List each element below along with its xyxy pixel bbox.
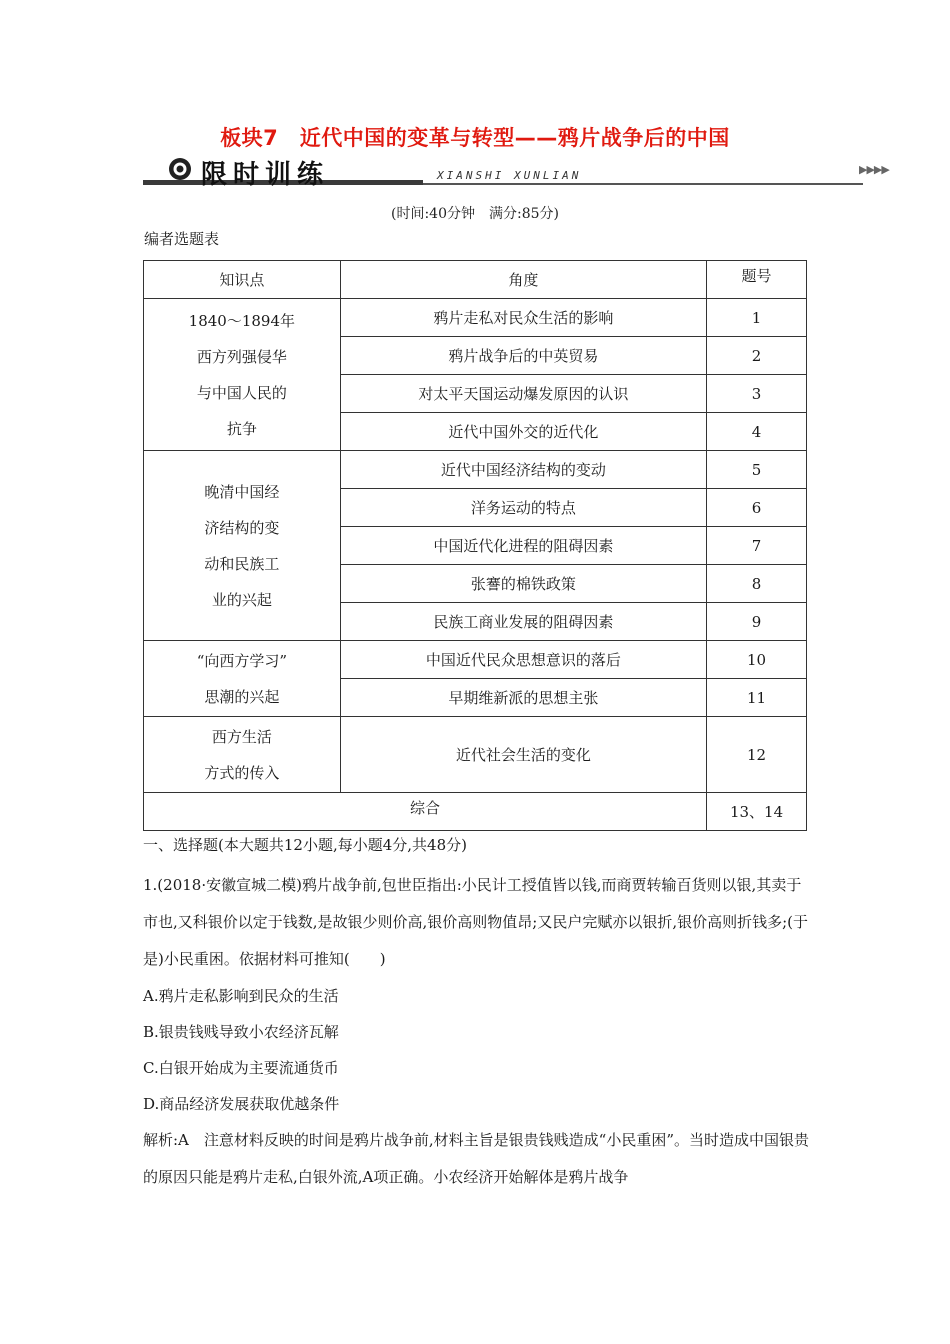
topic-cell [144, 641, 341, 717]
summary-number: 13、14 [707, 793, 807, 831]
topic-line: “向西方学习” [196, 651, 288, 670]
number-cell: 6 [707, 489, 807, 527]
number-cell: 8 [707, 565, 807, 603]
topic-line: 1840～1894年 [188, 311, 296, 330]
option-c: C.白银开始成为主要流通货币 [143, 1059, 339, 1077]
page-title: 板块7 近代中国的变革与转型——鸦片战争后的中国 [220, 126, 730, 150]
topic-line: 思潮的兴起 [204, 687, 280, 706]
number-cell: 7 [707, 527, 807, 565]
section-banner [143, 154, 918, 190]
questions-section [143, 834, 811, 1196]
arrows-icon: ▶▶▶▶ [859, 163, 889, 176]
topic-line: 济结构的变 [204, 518, 280, 537]
header-number: 题号 [707, 261, 807, 299]
analysis-text: 解析:A 注意材料反映的时间是鸦片战争前,材料主旨是银贵钱贱造成“小民重困”。当时造成中国银贵的原因只能是鸦片走私,白银外流,A项正确。小农经济开始解体是鸦片战争 [143, 1131, 809, 1186]
number-cell: 4 [707, 413, 807, 451]
section-title: 一、选择题(本大题共12小题,每小题4分,共48分) [143, 836, 467, 854]
topic-cell [144, 451, 341, 641]
number-cell: 3 [707, 375, 807, 413]
table-row [144, 451, 807, 489]
question-stem: 1.(2018·安徽宣城二模)鸦片战争前,包世臣指出:小民计工授值皆以钱,而商贾转输百货则以银,其卖于市也,又科银价以定于钱数,是故银少则价高,银价高则物值昂;又民户完赋亦以银折,银价高则折钱多;(于是)小民重困。依据材料可推知( ) [143, 876, 809, 968]
number-cell: 11 [707, 679, 807, 717]
topic-line: 西方生活 [211, 727, 272, 746]
topic-line: 晚清中国经 [204, 482, 280, 501]
option-d: D.商品经济发展获取优越条件 [143, 1095, 340, 1113]
angle-cell: 近代中国经济结构的变动 [340, 451, 706, 489]
option-b: B.银贵钱贱导致小农经济瓦解 [143, 1023, 339, 1041]
table-header-row [144, 261, 807, 299]
angle-cell: 洋务运动的特点 [340, 489, 706, 527]
summary-row [144, 793, 807, 831]
angle-cell: 近代社会生活的变化 [340, 717, 706, 793]
header-angle: 角度 [340, 261, 706, 299]
topic-line: 方式的传入 [204, 763, 280, 782]
angle-cell: 鸦片战争后的中英贸易 [340, 337, 706, 375]
number-cell: 12 [707, 717, 807, 793]
topic-line: 西方列强侵华 [196, 347, 287, 366]
number-cell: 1 [707, 299, 807, 337]
option-a: A.鸦片走私影响到民众的生活 [143, 987, 339, 1005]
table-row [144, 299, 807, 337]
angle-cell: 中国近代化进程的阻碍因素 [340, 527, 706, 565]
topic-line: 与中国人民的 [196, 383, 287, 402]
time-info: (时间:40分钟 满分:85分) [391, 206, 559, 222]
topic-line: 业的兴起 [211, 590, 272, 609]
topic-line: 抗争 [226, 419, 257, 438]
angle-cell: 近代中国外交的近代化 [340, 413, 706, 451]
topic-line: 动和民族工 [204, 554, 280, 573]
number-cell: 5 [707, 451, 807, 489]
angle-cell: 张謇的棉铁政策 [340, 565, 706, 603]
topic-cell [144, 717, 341, 793]
angle-cell: 民族工商业发展的阻碍因素 [340, 603, 706, 641]
header-knowledge: 知识点 [144, 261, 341, 299]
summary-label: 综合 [144, 793, 707, 831]
number-cell: 2 [707, 337, 807, 375]
table-row [144, 641, 807, 679]
banner-label: 限时训练 [201, 160, 330, 190]
table-caption: 编者选题表 [144, 230, 220, 248]
angle-cell: 早期维新派的思想主张 [340, 679, 706, 717]
angle-cell: 鸦片走私对民众生活的影响 [340, 299, 706, 337]
number-cell: 9 [707, 603, 807, 641]
banner-pinyin: XIANSHI XUNLIAN [437, 169, 582, 182]
topic-cell [144, 299, 341, 451]
table-row [144, 717, 807, 793]
angle-cell: 对太平天国运动爆发原因的认识 [340, 375, 706, 413]
number-cell: 10 [707, 641, 807, 679]
selection-table [143, 260, 807, 831]
angle-cell: 中国近代民众思想意识的落后 [340, 641, 706, 679]
